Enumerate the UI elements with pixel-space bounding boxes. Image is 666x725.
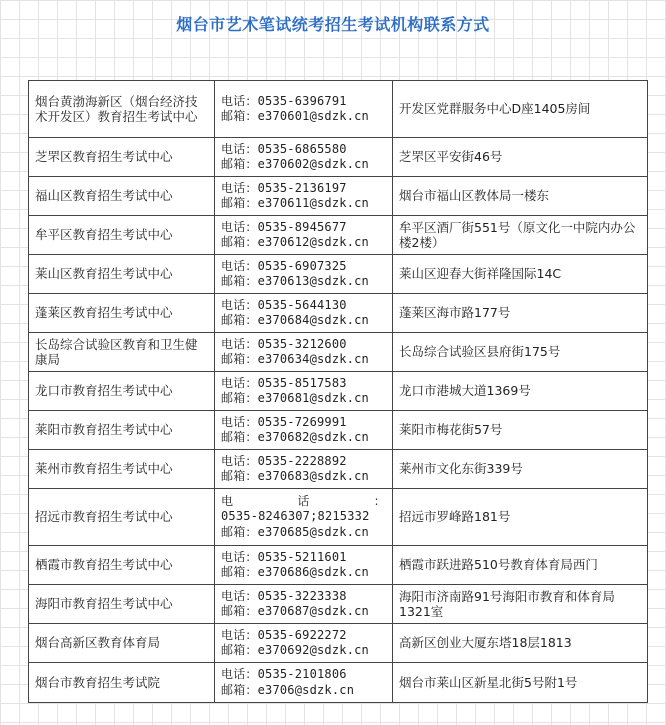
address-text: 栖霞市跃进路510号教育体育局西门 — [399, 557, 598, 573]
contact-cell — [215, 294, 393, 332]
address-text: 海阳市济南路91号海阳市教育和体育局1321室 — [399, 588, 615, 619]
address-text: 龙口市港城大道1369号 — [399, 383, 531, 399]
phone-label-row — [221, 494, 386, 510]
contact-cell — [215, 255, 393, 293]
table-row — [29, 489, 647, 546]
contact-cell — [215, 138, 393, 176]
contact-cell — [215, 450, 393, 488]
contact-cell — [215, 216, 393, 254]
phone-text: 电话：0535-5211601 — [221, 549, 347, 564]
contact-cell — [215, 333, 393, 371]
address-text: 烟台市福山区教体局一楼东 — [399, 188, 550, 204]
phone-text: 电话：0535-2101806 — [221, 667, 347, 681]
address-text: 蓬莱区海市路177号 — [399, 305, 511, 321]
contact-cell — [215, 411, 393, 449]
phone-text: 电话：0535-5644130 — [221, 297, 347, 312]
institution-name: 莱山区教育招生考试中心 — [29, 255, 215, 293]
address-text: 莱州市文化东街339号 — [399, 461, 523, 477]
address-text: 招远市罗峰路181号 — [399, 509, 511, 525]
table-row — [29, 216, 647, 255]
table-row — [29, 294, 647, 333]
institution-name: 烟台黄渤海新区（烟台经济技术开发区）教育招生考试中心 — [29, 81, 215, 137]
contact-cell — [215, 372, 393, 410]
table-row — [29, 624, 647, 663]
institution-name: 招远市教育招生考试中心 — [29, 489, 215, 545]
institution-name: 长岛综合试验区教育和卫生健康局 — [29, 333, 215, 371]
table-row — [29, 585, 647, 624]
phone-text: 电话：0535-6865580 — [221, 141, 347, 156]
email-text: 邮箱：e370685@sdzk.cn — [221, 524, 369, 539]
address-text: 莱阳市梅花街57号 — [399, 422, 503, 438]
phone-text: 电话：0535-3212600 — [221, 336, 347, 351]
contact-cell — [215, 624, 393, 662]
institution-name: 烟台高新区教育体育局 — [29, 624, 215, 662]
table-row — [29, 138, 647, 177]
institution-name: 龙口市教育招生考试中心 — [29, 372, 215, 410]
phone-label-part2: 话 — [297, 493, 310, 508]
email-text: 邮箱：e370681@sdzk.cn — [221, 391, 369, 405]
institution-name: 烟台市教育招生考试院 — [29, 663, 215, 702]
table-row — [29, 663, 647, 702]
table-row — [29, 177, 647, 216]
email-text: 邮箱：e370602@sdzk.cn — [221, 157, 369, 171]
institution-name: 牟平区教育招生考试中心 — [29, 216, 215, 254]
table-row — [29, 372, 647, 411]
phone-text: 电话：0535-6396791 — [221, 93, 347, 108]
email-text: 邮箱：e370611@sdzk.cn — [221, 196, 369, 210]
phone-text: 电话：0535-7269991 — [221, 414, 347, 429]
address-text: 高新区创业大厦东塔18层1813 — [399, 635, 572, 651]
contact-cell — [215, 81, 393, 137]
address-text: 烟台市莱山区新星北街5号附1号 — [399, 674, 578, 690]
institution-name: 芝罘区教育招生考试中心 — [29, 138, 215, 176]
address-text: 芝罘区平安街46号 — [399, 149, 503, 165]
contact-cell — [215, 489, 393, 545]
email-text: 邮箱：e370612@sdzk.cn — [221, 235, 369, 249]
contact-table — [28, 80, 648, 703]
phone-text: 电话：0535-6922272 — [221, 627, 347, 642]
institution-name: 莱州市教育招生考试中心 — [29, 450, 215, 488]
table-row — [29, 411, 647, 450]
phone-text: 电话：0535-8945677 — [221, 219, 347, 234]
email-text: 邮箱：e3706@sdzk.cn — [221, 682, 355, 697]
phone-text: 0535-8246307;8215332 — [221, 509, 370, 524]
phone-text: 电话：0535-6907325 — [221, 258, 347, 273]
contact-cell — [215, 546, 393, 584]
contact-cell — [215, 177, 393, 215]
contact-cell — [215, 585, 393, 623]
address-text: 莱山区迎春大街祥隆国际14C — [399, 266, 562, 282]
phone-text: 电话：0535-2228892 — [221, 453, 347, 468]
email-text: 邮箱：e370682@sdzk.cn — [221, 430, 369, 444]
email-text: 邮箱：e370683@sdzk.cn — [221, 469, 369, 483]
table-row — [29, 81, 647, 138]
address-text: 开发区党群服务中心D座1405房间 — [399, 101, 591, 117]
email-text: 邮箱：e370687@sdzk.cn — [221, 604, 369, 618]
phone-label-colon: ： — [373, 493, 386, 508]
phone-text: 电话：0535-8517583 — [221, 375, 347, 390]
phone-text: 电话：0535-3223338 — [221, 588, 347, 603]
email-text: 邮箱：e370684@sdzk.cn — [221, 313, 369, 327]
email-text: 邮箱：e370686@sdzk.cn — [221, 565, 369, 579]
institution-name: 蓬莱区教育招生考试中心 — [29, 294, 215, 332]
phone-label-part1: 电 — [221, 493, 234, 508]
institution-name: 栖霞市教育招生考试中心 — [29, 546, 215, 584]
email-text: 邮箱：e370613@sdzk.cn — [221, 274, 369, 288]
phone-text: 电话：0535-2136197 — [221, 180, 347, 195]
email-text: 邮箱：e370692@sdzk.cn — [221, 643, 369, 657]
email-text: 邮箱：e370634@sdzk.cn — [221, 352, 369, 366]
email-text: 邮箱：e370601@sdzk.cn — [221, 109, 369, 123]
address-text: 长岛综合试验区县府街175号 — [399, 344, 561, 360]
address-text: 牟平区酒厂街551号（原文化一中院内办公楼2楼） — [399, 219, 636, 250]
table-row — [29, 546, 647, 585]
page-title: 烟台市艺术笔试统考招生考试机构联系方式 — [176, 15, 490, 34]
institution-name: 莱阳市教育招生考试中心 — [29, 411, 215, 449]
contact-cell — [215, 663, 393, 702]
table-row — [29, 333, 647, 372]
table-row — [29, 450, 647, 489]
institution-name: 海阳市教育招生考试中心 — [29, 585, 215, 623]
table-row — [29, 255, 647, 294]
institution-name: 福山区教育招生考试中心 — [29, 177, 215, 215]
